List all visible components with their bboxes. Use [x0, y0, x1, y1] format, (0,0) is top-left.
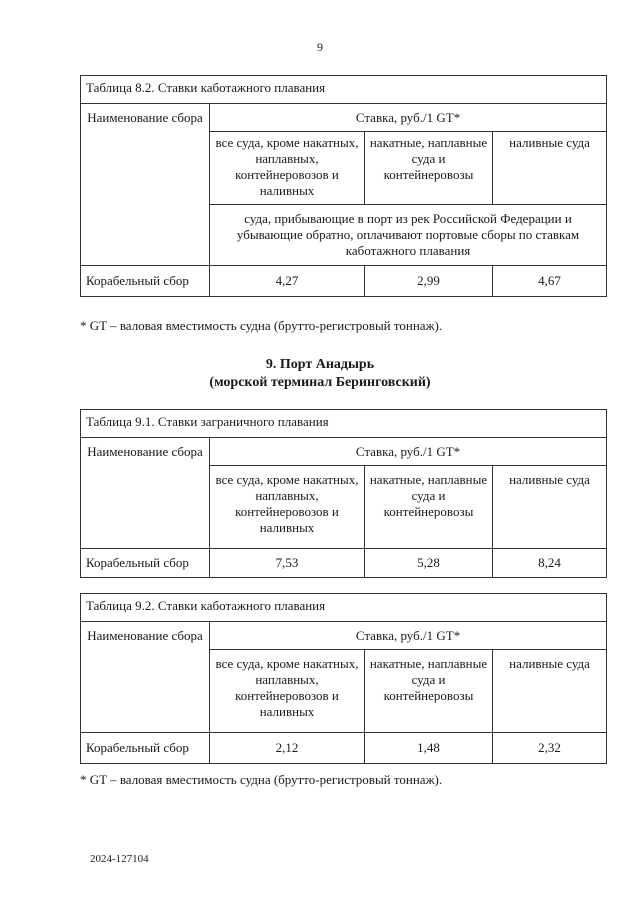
- rate-header: Ставка, руб./1 GT*: [210, 104, 607, 132]
- row-label: Корабельный сбор: [81, 549, 210, 578]
- footnote: * GT – валовая вместимость судна (брутто-регистровый тоннаж).: [80, 318, 443, 333]
- table-caption: Таблица 8.2. Ставки каботажного плавания: [81, 76, 607, 104]
- table-caption: Таблица 9.1. Ставки заграничного плавания: [81, 410, 607, 438]
- name-header: Наименование сбора: [81, 104, 210, 266]
- column-header: все суда, кроме накатных, наплавных, контейнеровозов и наливных: [210, 132, 365, 205]
- row-label: Корабельный сбор: [81, 266, 210, 297]
- rate-header: Ставка, руб./1 GT*: [210, 438, 607, 466]
- document-number: 2024-127104: [90, 853, 149, 865]
- name-header: Наименование сбора: [81, 622, 210, 733]
- table-cell: 4,67: [493, 266, 607, 297]
- footnote: * GT – валовая вместимость судна (брутто-регистровый тоннаж).: [80, 772, 443, 787]
- column-header: все суда, кроме накатных, наплавных, контейнеровозов и наливных: [210, 650, 365, 733]
- note-row: суда, прибывающие в порт из рек Российской Федерации и убывающие обратно, оплачивают портовые сборы по ставкам каботажного плавания: [210, 205, 607, 266]
- section-subtitle: (морской терминал Беринговский): [209, 375, 431, 390]
- table-8-2: [80, 75, 607, 297]
- table-caption: Таблица 9.2. Ставки каботажного плавания: [81, 594, 607, 622]
- table-cell: 2,99: [365, 266, 493, 297]
- column-header: накатные, наплавные суда и контейнеровозы: [365, 132, 493, 205]
- column-header: все суда, кроме накатных, наплавных, контейнеровозов и наливных: [210, 466, 365, 549]
- table-cell: 8,24: [493, 549, 607, 578]
- name-header: Наименование сбора: [81, 438, 210, 549]
- column-header: накатные, наплавные суда и контейнеровозы: [365, 650, 493, 733]
- column-header: накатные, наплавные суда и контейнеровозы: [365, 466, 493, 549]
- table-9-2: [80, 593, 607, 764]
- table-cell: 7,53: [210, 549, 365, 578]
- column-header: наливные суда: [493, 132, 607, 205]
- table-cell: 2,32: [493, 733, 607, 764]
- column-header: наливные суда: [493, 650, 607, 733]
- section-title: 9. Порт Анадырь: [265, 357, 375, 372]
- column-header: наливные суда: [493, 466, 607, 549]
- table-9-1: [80, 409, 607, 578]
- page-number: 9: [317, 40, 323, 54]
- table-cell: 5,28: [365, 549, 493, 578]
- rate-header: Ставка, руб./1 GT*: [210, 622, 607, 650]
- table-cell: 4,27: [210, 266, 365, 297]
- row-label: Корабельный сбор: [81, 733, 210, 764]
- table-cell: 1,48: [365, 733, 493, 764]
- table-cell: 2,12: [210, 733, 365, 764]
